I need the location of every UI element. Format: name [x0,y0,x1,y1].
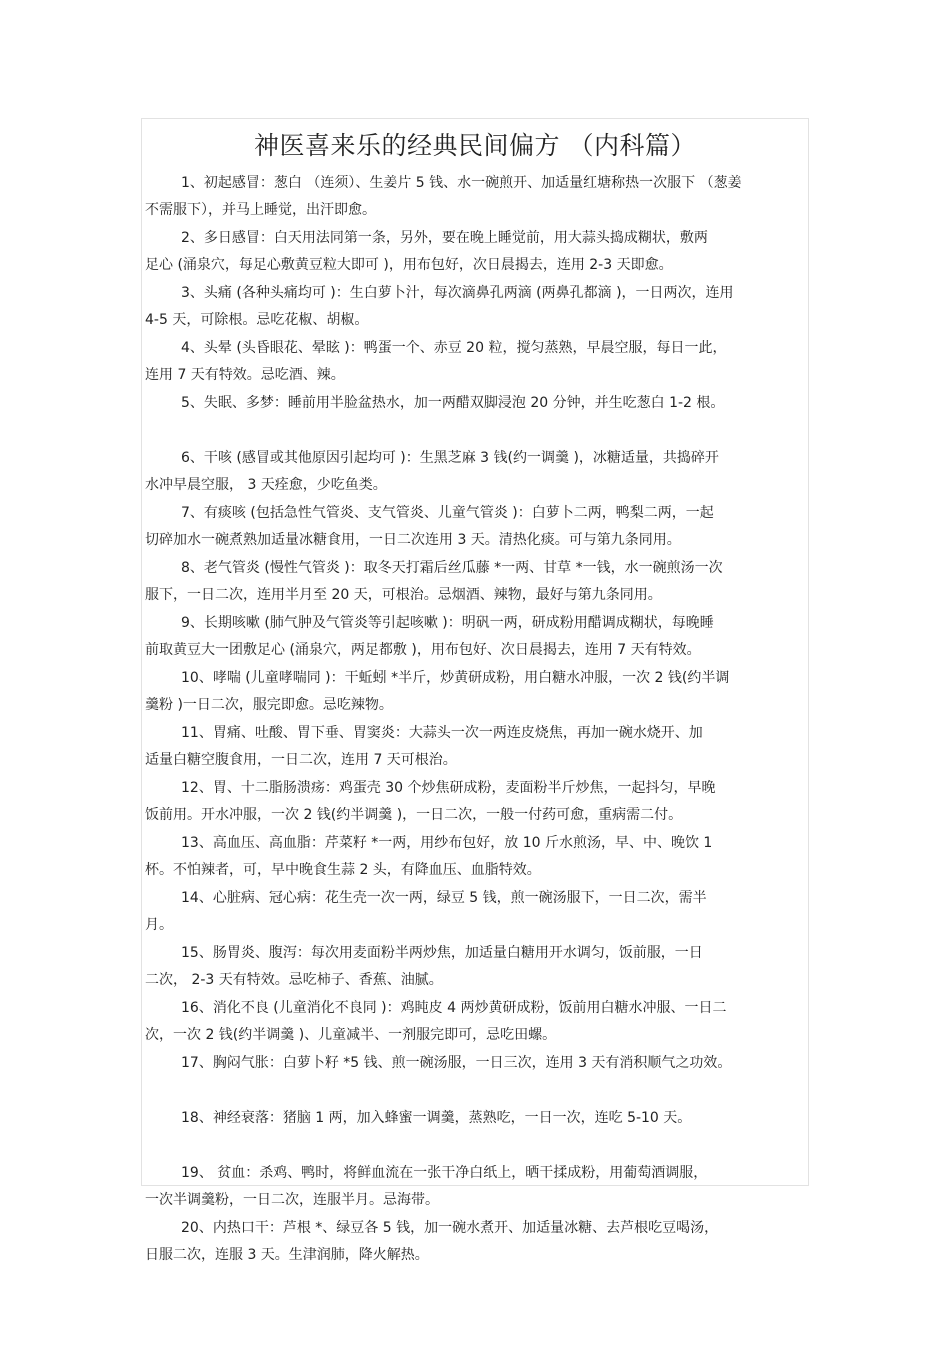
list-item [145,502,809,557]
entry-second-line: 不需服下），并马上睡觉，出汗即愈。 [145,202,376,218]
list-item [145,1217,809,1272]
entry-second-line: 日服二次，连服 3 天。生津润肺，降火解热。 [145,1247,429,1263]
entry-first-line: 11、胃痛、吐酸、胃下垂、胃窦炎：大蒜头一次一两连皮烧焦，再加一碗水烧开、加 [181,725,703,741]
page-title: 神医喜来乐的经典民间偏方 （内科篇） [254,131,696,160]
entry-first-line: 14、心脏病、冠心病：花生壳一次一两，绿豆 5 钱，煎一碗汤服下，一日二次，需半 [181,890,707,906]
entry-second-line: 饭前用。开水冲服，一次 2 钱(约半调羹 )，一日二次，一般一付药可愈，重病需二付。 [145,807,683,823]
list-item [145,612,809,667]
entry-first-line: 16、消化不良 (儿童消化不良同 )：鸡盹皮 4 两炒黄研成粉，饭前用白糖水冲服、一日二 [181,1000,727,1016]
list-item [145,887,809,942]
entry-second-line: 次，一次 2 钱(约半调羹 )、儿童减半、一剂服完即可，忌吃田螺。 [145,1027,557,1043]
entry-first-line: 5、失眠、多梦：睡前用半脸盆热水，加一两醋双脚浸泡 20 分钟，并生吃葱白 1-2 根。 [181,395,725,411]
entry-second-line: 切碎加水一碗煮熟加适量冰糖食用，一日二次连用 3 天。清热化痰。可与第九条同用。 [145,532,681,548]
remedy-list [145,172,809,1272]
list-item [145,1107,809,1162]
entry-first-line: 13、高血压、高血脂：芹菜籽 *一两，用纱布包好，放 10 斤水煎汤，早、中、晚饮 1 [181,835,713,851]
list-item [145,667,809,722]
entry-first-line: 8、老气管炎 (慢性气管炎 )：取冬天打霜后丝瓜藤 *一两、甘草 *一钱，水一碗煎汤一次 [181,560,723,576]
entry-second-line: 4-5 天，可除根。忌吃花椒、胡椒。 [145,312,369,328]
entry-first-line: 10、哮喘 (儿童哮喘同 )：干蚯蚓 *半斤，炒黄研成粉，用白糖水冲服，一次 2 钱(约半调 [181,670,730,686]
entry-second-line: 前取黄豆大一团敷足心 (涌泉穴，两足都敷 )，用布包好、次日晨揭去，连用 7 天有特效。 [145,642,701,658]
entry-first-line: 6、干咳 (感冒或其他原因引起均可 )：生黑芝麻 3 钱(约一调羹 )，冰糖适量，共捣碎开 [181,450,719,466]
entry-second-line: 二次， 2-3 天有特效。忌吃柿子、香蕉、油腻。 [145,972,443,988]
entry-first-line: 17、胸闷气胀：白萝卜籽 *5 钱、煎一碗汤服，一日三次，连用 3 天有消积顺气之功效。 [181,1055,732,1071]
entry-first-line: 20、内热口干：芦根 *、绿豆各 5 钱，加一碗水煮开、加适量冰糖、去芦根吃豆喝汤， [181,1220,719,1236]
entry-first-line: 18、神经衰落：猪脑 1 两，加入蜂蜜一调羹，蒸熟吃，一日一次，连吃 5-10 天。 [181,1110,692,1126]
entry-second-line: 适量白糖空腹食用，一日二次，连用 7 天可根治。 [145,752,457,768]
entry-second-line: 足心 (涌泉穴，每足心敷黄豆粒大即可 )，用布包好，次日晨揭去，连用 2-3 天即愈。 [145,257,673,273]
entry-first-line: 12、胃、十二脂肠溃疡：鸡蛋壳 30 个炒焦研成粉，麦面粉半斤炒焦，一起抖匀，早晚 [181,780,716,796]
list-item [145,172,809,227]
list-item [145,392,809,447]
entry-first-line: 2、多日感冒：白天用法同第一条，另外，要在晚上睡觉前，用大蒜头捣成糊状，敷两 [181,230,708,246]
list-item [145,997,809,1052]
entry-second-line: 杯。不怕辣者，可，早中晚食生蒜 2 头，有降血压、血脂特效。 [145,862,541,878]
entry-first-line: 9、长期咳嗽 (肺气肿及气管炎等引起咳嗽 )：明矾一两，研成粉用醋调成糊状，每晚睡 [181,615,714,631]
entry-first-line: 4、头晕 (头昏眼花、晕眩 )：鸭蛋一个、赤豆 20 粒，搅匀蒸熟，早晨空服，每日一此， [181,340,727,356]
list-item [145,832,809,887]
entry-second-line: 水冲早晨空服， 3 天痊愈，少吃鱼类。 [145,477,387,493]
entry-second-line: 服下，一日二次，连用半月至 20 天，可根治。忌烟酒、辣物，最好与第九条同用。 [145,587,662,603]
entry-first-line: 7、有痰咳 (包括急性气管炎、支气管炎、儿童气管炎 )：白萝卜二两，鸭梨二两，一起 [181,505,714,521]
entry-first-line: 1、初起感冒：葱白 （连须）、生姜片 5 钱、水一碗煎开、加适量红塘称热一次服下 （葱姜 [181,175,742,191]
entry-second-line: 月。 [145,917,173,933]
list-item [145,557,809,612]
entry-second-line: 羹粉 )一日二次，服完即愈。忌吃辣物。 [145,697,393,713]
entry-second-line: 一次半调羹粉，一日二次，连服半月。忌海带。 [145,1192,439,1208]
entry-first-line: 15、肠胃炎、腹泻：每次用麦面粉半两炒焦，加适量白糖用开水调匀，饭前服，一日 [181,945,703,961]
entry-second-line: 连用 7 天有特效。忌吃酒、辣。 [145,367,345,383]
list-item [145,1052,809,1107]
list-item [145,337,809,392]
entry-first-line: 3、头痛 (各种头痛均可 )：生白萝卜汁，每次滴鼻孔两滴 (两鼻孔都滴 )，一日两次，连用 [181,285,734,301]
entry-first-line: 19、 贫血：杀鸡、鸭时，将鲜血流在一张干净白纸上，晒干揉成粉，用葡萄酒调服， [181,1165,708,1181]
list-item [145,777,809,832]
list-item [145,722,809,777]
list-item [145,1162,809,1217]
list-item [145,282,809,337]
list-item [145,227,809,282]
list-item [145,942,809,997]
list-item [145,447,809,502]
